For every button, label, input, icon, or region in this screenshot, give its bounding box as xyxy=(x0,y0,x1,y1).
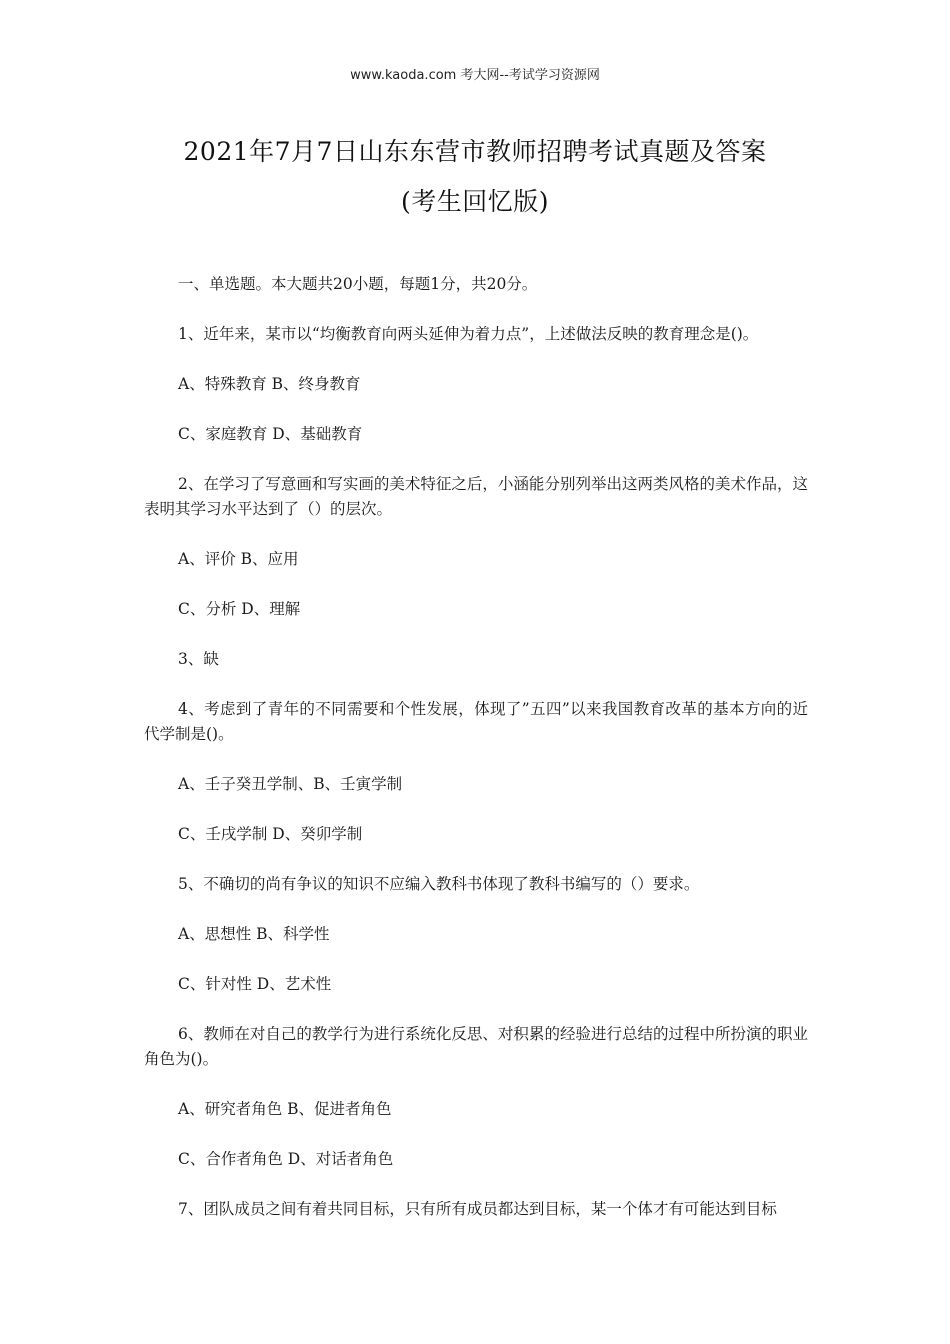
document-body xyxy=(144,272,808,1247)
section-heading: 一、单选题。本大题共20小题，每题1分，共20分。 xyxy=(178,275,538,293)
question-4: 4、考虑到了青年的不同需要和个性发展，体现了”五四”以来我国教育改革的基本方向的近代学制是()。 xyxy=(144,700,808,743)
question-2-options-ab: A、评价 B、应用 xyxy=(178,550,299,568)
question-4-options-cd: C、壬戌学制 D、癸卯学制 xyxy=(178,825,363,843)
question-6-options-ab: A、研究者角色 B、促进者角色 xyxy=(178,1100,392,1118)
document-title: 2021年7月7日山东东营市教师招聘考试真题及答案 xyxy=(183,137,767,166)
site-header: www.kaoda.com 考大网--考试学习资源网 xyxy=(350,68,600,83)
question-1: 1、近年来，某市以“均衡教育向两头延伸为着力点”，上述做法反映的教育理念是()。 xyxy=(178,325,759,343)
question-7: 7、团队成员之间有着共同目标，只有所有成员都达到目标，某一个体才有可能达到目标 xyxy=(178,1200,777,1218)
document-subtitle: (考生回忆版) xyxy=(400,187,549,216)
question-4-options-ab: A、壬子癸丑学制、B、壬寅学制 xyxy=(178,775,403,793)
question-6-options-cd: C、合作者角色 D、对话者角色 xyxy=(178,1150,394,1168)
question-2: 2、在学习了写意画和写实画的美术特征之后，小涵能分别列举出这两类风格的美术作品，这表明其学习水平达到了（）的层次。 xyxy=(144,475,808,518)
question-1-options-ab: A、特殊教育 B、终身教育 xyxy=(178,375,361,393)
question-6: 6、教师在对自己的教学行为进行系统化反思、对积累的经验进行总结的过程中所扮演的职业角色为()。 xyxy=(144,1025,808,1068)
question-2-options-cd: C、分析 D、理解 xyxy=(178,600,301,618)
question-5-options-ab: A、思想性 B、科学性 xyxy=(178,925,330,943)
question-5-options-cd: C、针对性 D、艺术性 xyxy=(178,975,332,993)
question-3: 3、缺 xyxy=(178,650,219,668)
question-5: 5、不确切的尚有争议的知识不应编入教科书体现了教科书编写的（）要求。 xyxy=(178,875,700,893)
question-1-options-cd: C、家庭教育 D、基础教育 xyxy=(178,425,363,443)
